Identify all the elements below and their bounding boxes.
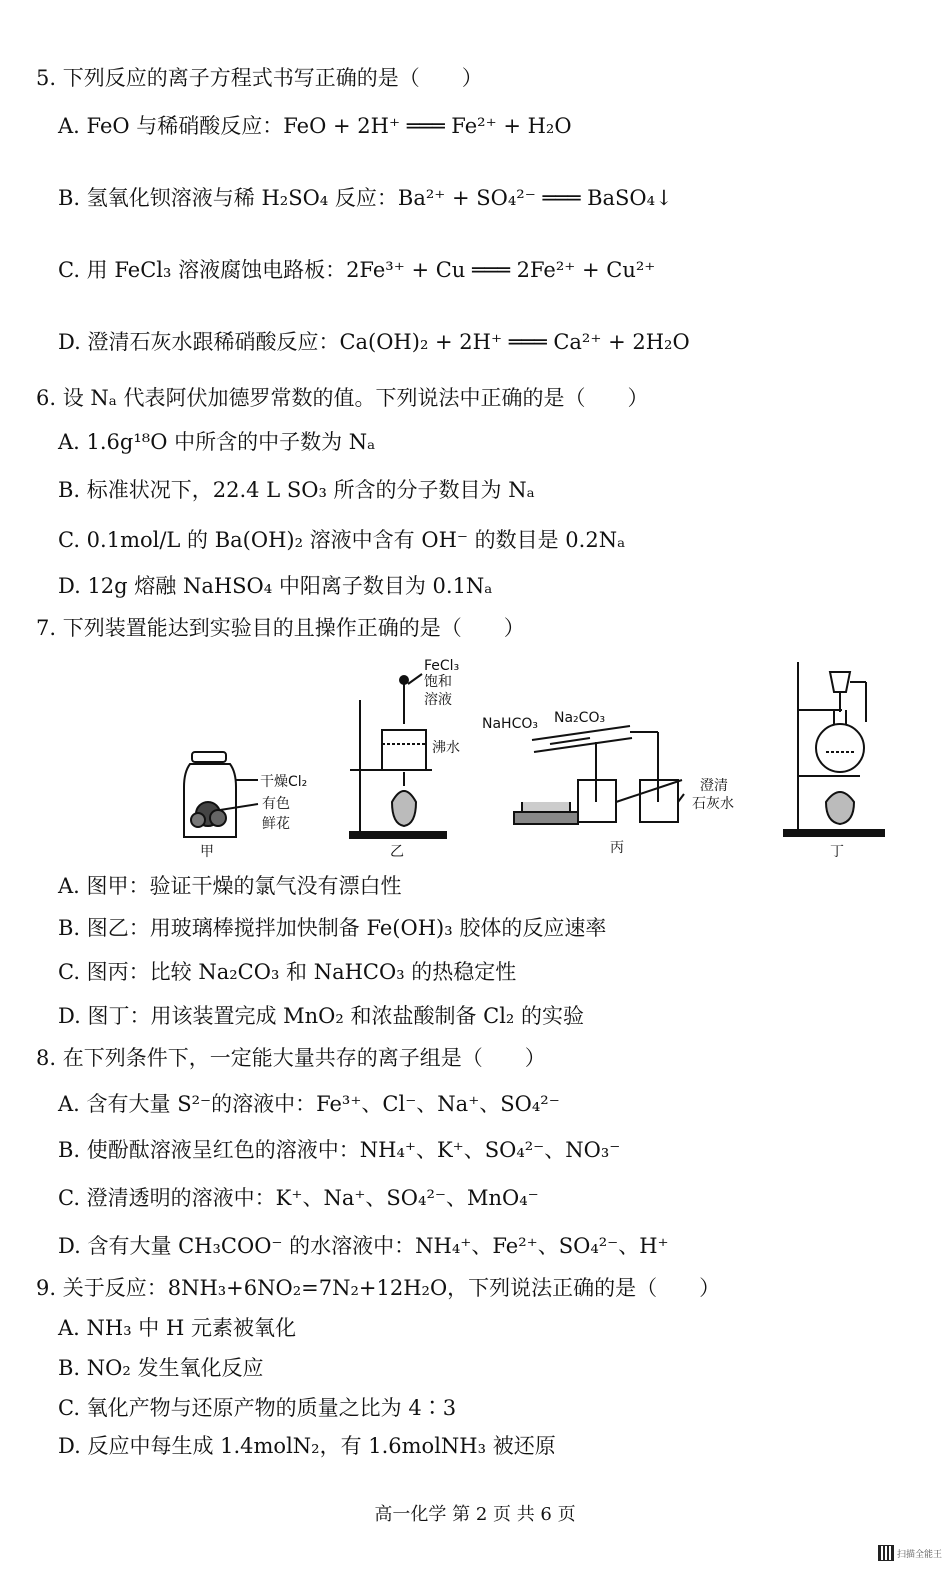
- yi-label-fecl3: FeCl₃: [424, 658, 460, 674]
- q7-stem: 7. 下列装置能达到实验目的且操作正确的是（ ）: [36, 616, 525, 640]
- q6-option-b: B. 标准状况下，22.4 L SO₃ 所含的分子数目为 Nₐ: [58, 478, 535, 502]
- q5-option-c: C. 用 FeCl₃ 溶液腐蚀电路板：2Fe³⁺ + Cu ═══ 2Fe²⁺ + Cu²⁺: [58, 258, 656, 282]
- bing-label-limewater: 石灰水: [692, 796, 734, 812]
- scanner-watermark: [878, 1544, 942, 1562]
- q5-stem: 5. 下列反应的离子方程式书写正确的是（ ）: [36, 66, 483, 90]
- q9-option-c: C. 氧化产物与还原产物的质量之比为 4∶3: [58, 1396, 457, 1420]
- q9-option-b: B. NO₂ 发生氧化反应: [58, 1356, 264, 1380]
- jia-label-flower: 鲜花: [262, 816, 290, 832]
- q7-option-b: B. 图乙：用玻璃棒搅拌加快制备 Fe(OH)₃ 胶体的反应速率: [58, 916, 607, 940]
- apparatus-bing: [514, 726, 684, 824]
- bing-label-na2co3: Na₂CO₃: [554, 710, 606, 726]
- q8-option-d: D. 含有大量 CH₃COO⁻ 的水溶液中：NH₄⁺、Fe²⁺、SO₄²⁻、H⁺: [58, 1234, 669, 1258]
- yi-label-solution: 溶液: [424, 692, 452, 708]
- q5-option-b: B. 氢氧化钡溶液与稀 H₂SO₄ 反应：Ba²⁺ + SO₄²⁻ ═══ BaSO₄↓: [58, 186, 673, 210]
- apparatus-jia: [184, 752, 258, 837]
- q8-stem: 8. 在下列条件下，一定能大量共存的离子组是（ ）: [36, 1046, 546, 1070]
- q6-option-d: D. 12g 熔融 NaHSO₄ 中阳离子数目为 0.1Nₐ: [58, 574, 493, 598]
- q6-stem: 6. 设 Nₐ 代表阿伏加德罗常数的值。下列说法中正确的是（ ）: [36, 386, 649, 410]
- q8-option-b: B. 使酚酞溶液呈红色的溶液中：NH₄⁺、K⁺、SO₄²⁻、NO₃⁻: [58, 1138, 621, 1162]
- caption-yi: 乙: [390, 844, 404, 860]
- qr-code-icon: [878, 1545, 894, 1561]
- q9-stem: 9. 关于反应：8NH₃+6NO₂=7N₂+12H₂O，下列说法正确的是（ ）: [36, 1276, 721, 1300]
- bing-label-clear: 澄清: [700, 778, 728, 794]
- q7-option-d: D. 图丁：用该装置完成 MnO₂ 和浓盐酸制备 Cl₂ 的实验: [58, 1004, 585, 1028]
- q7-option-c: C. 图丙：比较 Na₂CO₃ 和 NaHCO₃ 的热稳定性: [58, 960, 517, 984]
- caption-bing: 丙: [610, 840, 624, 856]
- yi-label-saturated: 饱和: [424, 674, 452, 690]
- q8-option-a: A. 含有大量 S²⁻的溶液中：Fe³⁺、Cl⁻、Na⁺、SO₄²⁻: [58, 1092, 560, 1116]
- q6-option-c: C. 0.1mol/L 的 Ba(OH)₂ 溶液中含有 OH⁻ 的数目是 0.2Nₐ: [58, 528, 626, 552]
- page-footer: 高一化学 第 2 页 共 6 页: [374, 1504, 576, 1525]
- caption-jia: 甲: [200, 844, 214, 860]
- scanner-watermark-text: 扫描全能王: [897, 1549, 943, 1560]
- bing-label-nahco3: NaHCO₃: [482, 716, 538, 732]
- q8-option-c: C. 澄清透明的溶液中：K⁺、Na⁺、SO₄²⁻、MnO₄⁻: [58, 1186, 539, 1210]
- q5-option-a: A. FeO 与稀硝酸反应：FeO + 2H⁺ ═══ Fe²⁺ + H₂O: [58, 114, 572, 138]
- q9-option-a: A. NH₃ 中 H 元素被氧化: [58, 1316, 296, 1340]
- q5-option-d: D. 澄清石灰水跟稀硝酸反应：Ca(OH)₂ + 2H⁺ ═══ Ca²⁺ + 2H₂O: [58, 330, 690, 354]
- caption-ding: 丁: [830, 844, 844, 860]
- apparatus-ding: [784, 662, 884, 836]
- q9-option-d: D. 反应中每生成 1.4molN₂，有 1.6molNH₃ 被还原: [58, 1434, 556, 1458]
- q7-option-a: A. 图甲：验证干燥的氯气没有漂白性: [58, 874, 402, 898]
- jia-label-colored: 有色: [262, 796, 290, 812]
- jia-label-dry-cl2: 干燥Cl₂: [260, 774, 308, 790]
- yi-label-boiling-water: 沸水: [432, 740, 460, 756]
- q7-apparatus-figure: [170, 652, 890, 862]
- q6-option-a: A. 1.6g¹⁸O 中所含的中子数为 Nₐ: [58, 430, 376, 454]
